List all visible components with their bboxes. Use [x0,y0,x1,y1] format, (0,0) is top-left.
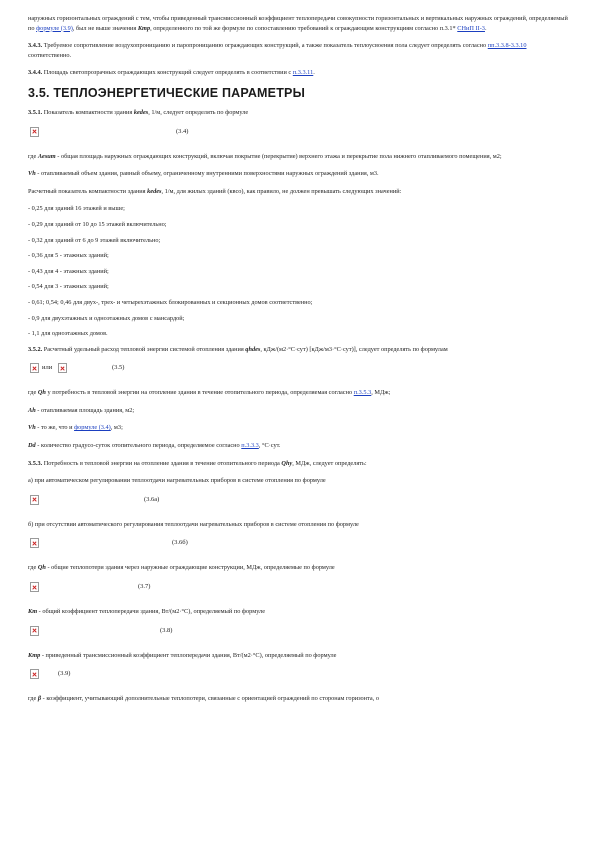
symbol-kedes: kedes [133,108,149,116]
formula-label: (3.9) [58,670,71,678]
text: у потребность в тепловой энергии на отопление здания в течение отопительного периода, определяемая согласно [45,389,354,397]
paragraph-3-4-3 [28,41,568,60]
symbol-qh: Qh [37,389,46,397]
link-formula-3-9[interactable]: формуле (3.9) [36,24,73,32]
symbol-dd: Dd [28,442,36,450]
symbol-beta: β [37,695,42,703]
paragraph-3-4-4 [28,68,568,78]
symbol-aesum: Aesum [37,152,56,160]
symbol-vh: Vh [28,170,36,178]
text: - общая площадь наружных ограждающих конструкций, включая покрытие (перекрытие) верхнего этажа и перекрытие пола нижнего отапливаемого помещения, м2; [55,152,502,160]
link-p-3-3-11[interactable]: п.3.3.11 [292,69,314,77]
list-item: - 0,29 для зданий от 10 до 15 этажей включительно; [28,220,167,228]
symbol-kedes: kedes [147,187,162,195]
formula-3-7 [28,581,568,597]
symbol-qhdes: qhdes [245,345,261,353]
document-page [28,14,568,712]
text: , определенного по той же формуле по сопоставлению требований к ограждающим конструкциям согласно п.3.1* [150,24,458,32]
text: Расчетный показатель компактности здания [28,187,148,195]
formula-label: (3.7) [138,583,151,591]
text: , 1/м, следует определять по формуле [148,108,249,116]
text: , 1/м, для жилых зданий (квсо), как правило, не должен превышать следующих значений: [161,187,402,195]
clause-number: 3.5.2. [28,345,43,353]
clause-number: 3.5.1. [28,108,43,116]
clause-number: 3.5.3. [28,459,43,467]
text: - отапливаемый объем здания, равный объему, ограниченному внутренними поверхностями наружных ограждений здания, м3. [35,170,379,178]
text: , м3; [110,424,123,432]
text: наружных горизонтальных ограждений с тем, чтобы приведенный трансмиссионный коэффициент теплопередачи совокупности горизонтальных и вертикальных наружных ограждений, определяемый по [28,15,568,32]
symbol-km: Km [28,608,38,616]
text: - общие теплопотери здания через наружные ограждающие конструкции, МДж, определяемые по формуле [45,564,335,572]
formula-3-6b [28,537,568,553]
symbol-qh: Qh [37,564,46,572]
paragraph-top-fragment [28,14,568,33]
text: - количество градусо-суток отопительного периода, определяемое согласно [35,442,242,450]
clause-number: 3.4.4. [28,69,43,77]
symbol-ah: Ah [28,406,36,414]
text: где [28,152,38,160]
list-item: - 0,43 для 4 - этажных зданий; [28,267,109,275]
broken-image-icon [30,363,39,373]
text: соответственно. [28,51,72,59]
text: , МДж, следует определять: [292,459,367,467]
text: Потребность в тепловой энергии на отопление здания в течение отопительного периода [42,459,282,467]
link-formula-3-4[interactable]: формуле (3.4) [74,424,111,432]
list-item: - 0,36 для 5 - этажных зданий; [28,252,109,260]
clause-number: 3.4.3. [28,42,43,50]
text: - общий коэффициент теплопередачи здания, Вт/(м2·°С), определяемый по формуле [37,608,265,616]
list-item: - 0,54 для 3 - этажных зданий; [28,283,109,291]
text: Требуемое сопротивление воздухопроницанию и паропроницанию ограждающих конструкций, а также показатель теплоусвоения пола следует определять согласно [42,42,488,50]
case-b: б) при отсутствии автоматического регулирования теплоотдачи нагревательных приборов в системе отопления по формуле [28,520,359,528]
broken-image-icon [30,495,39,505]
text: где [28,564,38,572]
formula-label: (3.6а) [144,495,160,503]
definition-vh-2 [28,423,568,433]
text: - отапливаемая площадь здания, м2; [35,406,135,414]
text: где [28,389,38,397]
text: - то же, что и [35,424,75,432]
link-snip[interactable]: СНиП II-3 [457,24,485,32]
formula-3-9 [28,668,568,684]
formula-3-5 [28,362,568,378]
formula-3-6a [28,494,568,510]
list-item: - 1,1 для одноэтажных домов. [28,330,108,338]
broken-image-icon [30,582,39,592]
text: . [313,69,315,77]
broken-image-icon [30,538,39,548]
definition-dd [28,441,568,451]
link-pp-3-3-8[interactable]: пп.3.3.8-3.3.10 [487,42,527,50]
text: где [28,695,38,703]
formula-label: (3.8) [160,626,173,634]
text: , кДж/(м2·°С·сут) [кДж/м3·°С·сут)], следует определять по формулам [260,345,448,353]
broken-image-icon [30,127,39,137]
symbol-qhy: Qhy [281,459,293,467]
list-item: - 0,25 для зданий 16 этажей и выше; [28,205,125,213]
paragraph-3-5-2 [28,345,568,355]
text: Показатель компактности здания [42,108,134,116]
text: Площадь светопрозрачных ограждающих конструкций следует определять в соответствии с [42,69,293,77]
formula-label: (3.6б) [172,539,188,547]
formula-3-8 [28,625,568,641]
link-p-3-3-3[interactable]: п.3.3.3 [241,442,259,450]
text: , °С·сут. [258,442,281,450]
definition-aesum [28,152,568,162]
list-item: - 0,9 для двухэтажных и одноэтажных домов с мансардой; [28,314,185,322]
list-item: - 0,32 для зданий от 6 до 9 этажей включительно; [28,236,161,244]
formula-3-4 [28,126,568,142]
text: Расчетный удельный расход тепловой энергии системой отопления здания [42,345,246,353]
formula-label: (3.5) [112,364,125,372]
broken-image-icon [58,363,67,373]
definition-qh [28,388,568,398]
section-heading: 3.5. ТЕПЛОЭНЕРГЕТИЧЕСКИЕ ПАРАМЕТРЫ [28,85,306,100]
symbol-vh: Vh [28,424,36,432]
definition-ktr [28,651,568,661]
definition-ah [28,406,568,416]
text: - приведенный трансмиссионный коэффициент теплопередачи здания, Вт/(м2·°С), определяемый по формуле [40,651,337,659]
or-word: или [42,364,53,372]
broken-image-icon [30,626,39,636]
paragraph-calc-intro [28,187,568,197]
link-p-3-5-3[interactable]: п.3.5.3 [353,389,372,397]
text: - коэффициент, учитывающий дополнительные теплопотери, связанные с ориентацией ограждений по сторонам горизонта, о [41,695,379,703]
paragraph-3-5-1 [28,108,568,118]
symbol-ktr: Kтр [28,651,41,659]
definition-km [28,607,568,617]
symbol-ktr: Kтр [137,24,151,32]
definition-beta [28,694,568,704]
case-a: а) при автоматическом регулировании теплоотдачи нагревательных приборов в системе отопления по формуле [28,477,326,485]
text: , МДж; [371,389,391,397]
paragraph-3-5-3 [28,459,568,469]
broken-image-icon [30,669,39,679]
definition-qh-2 [28,563,568,573]
list-item: - 0,61; 0,54; 0,46 для двух-, трех- и четырехэтажных блокированных и секционных домов соответственно; [28,298,313,306]
text: , был не выше значения [72,24,138,32]
formula-label: (3.4) [176,127,189,135]
text: . [484,24,487,32]
definition-vh [28,169,568,179]
